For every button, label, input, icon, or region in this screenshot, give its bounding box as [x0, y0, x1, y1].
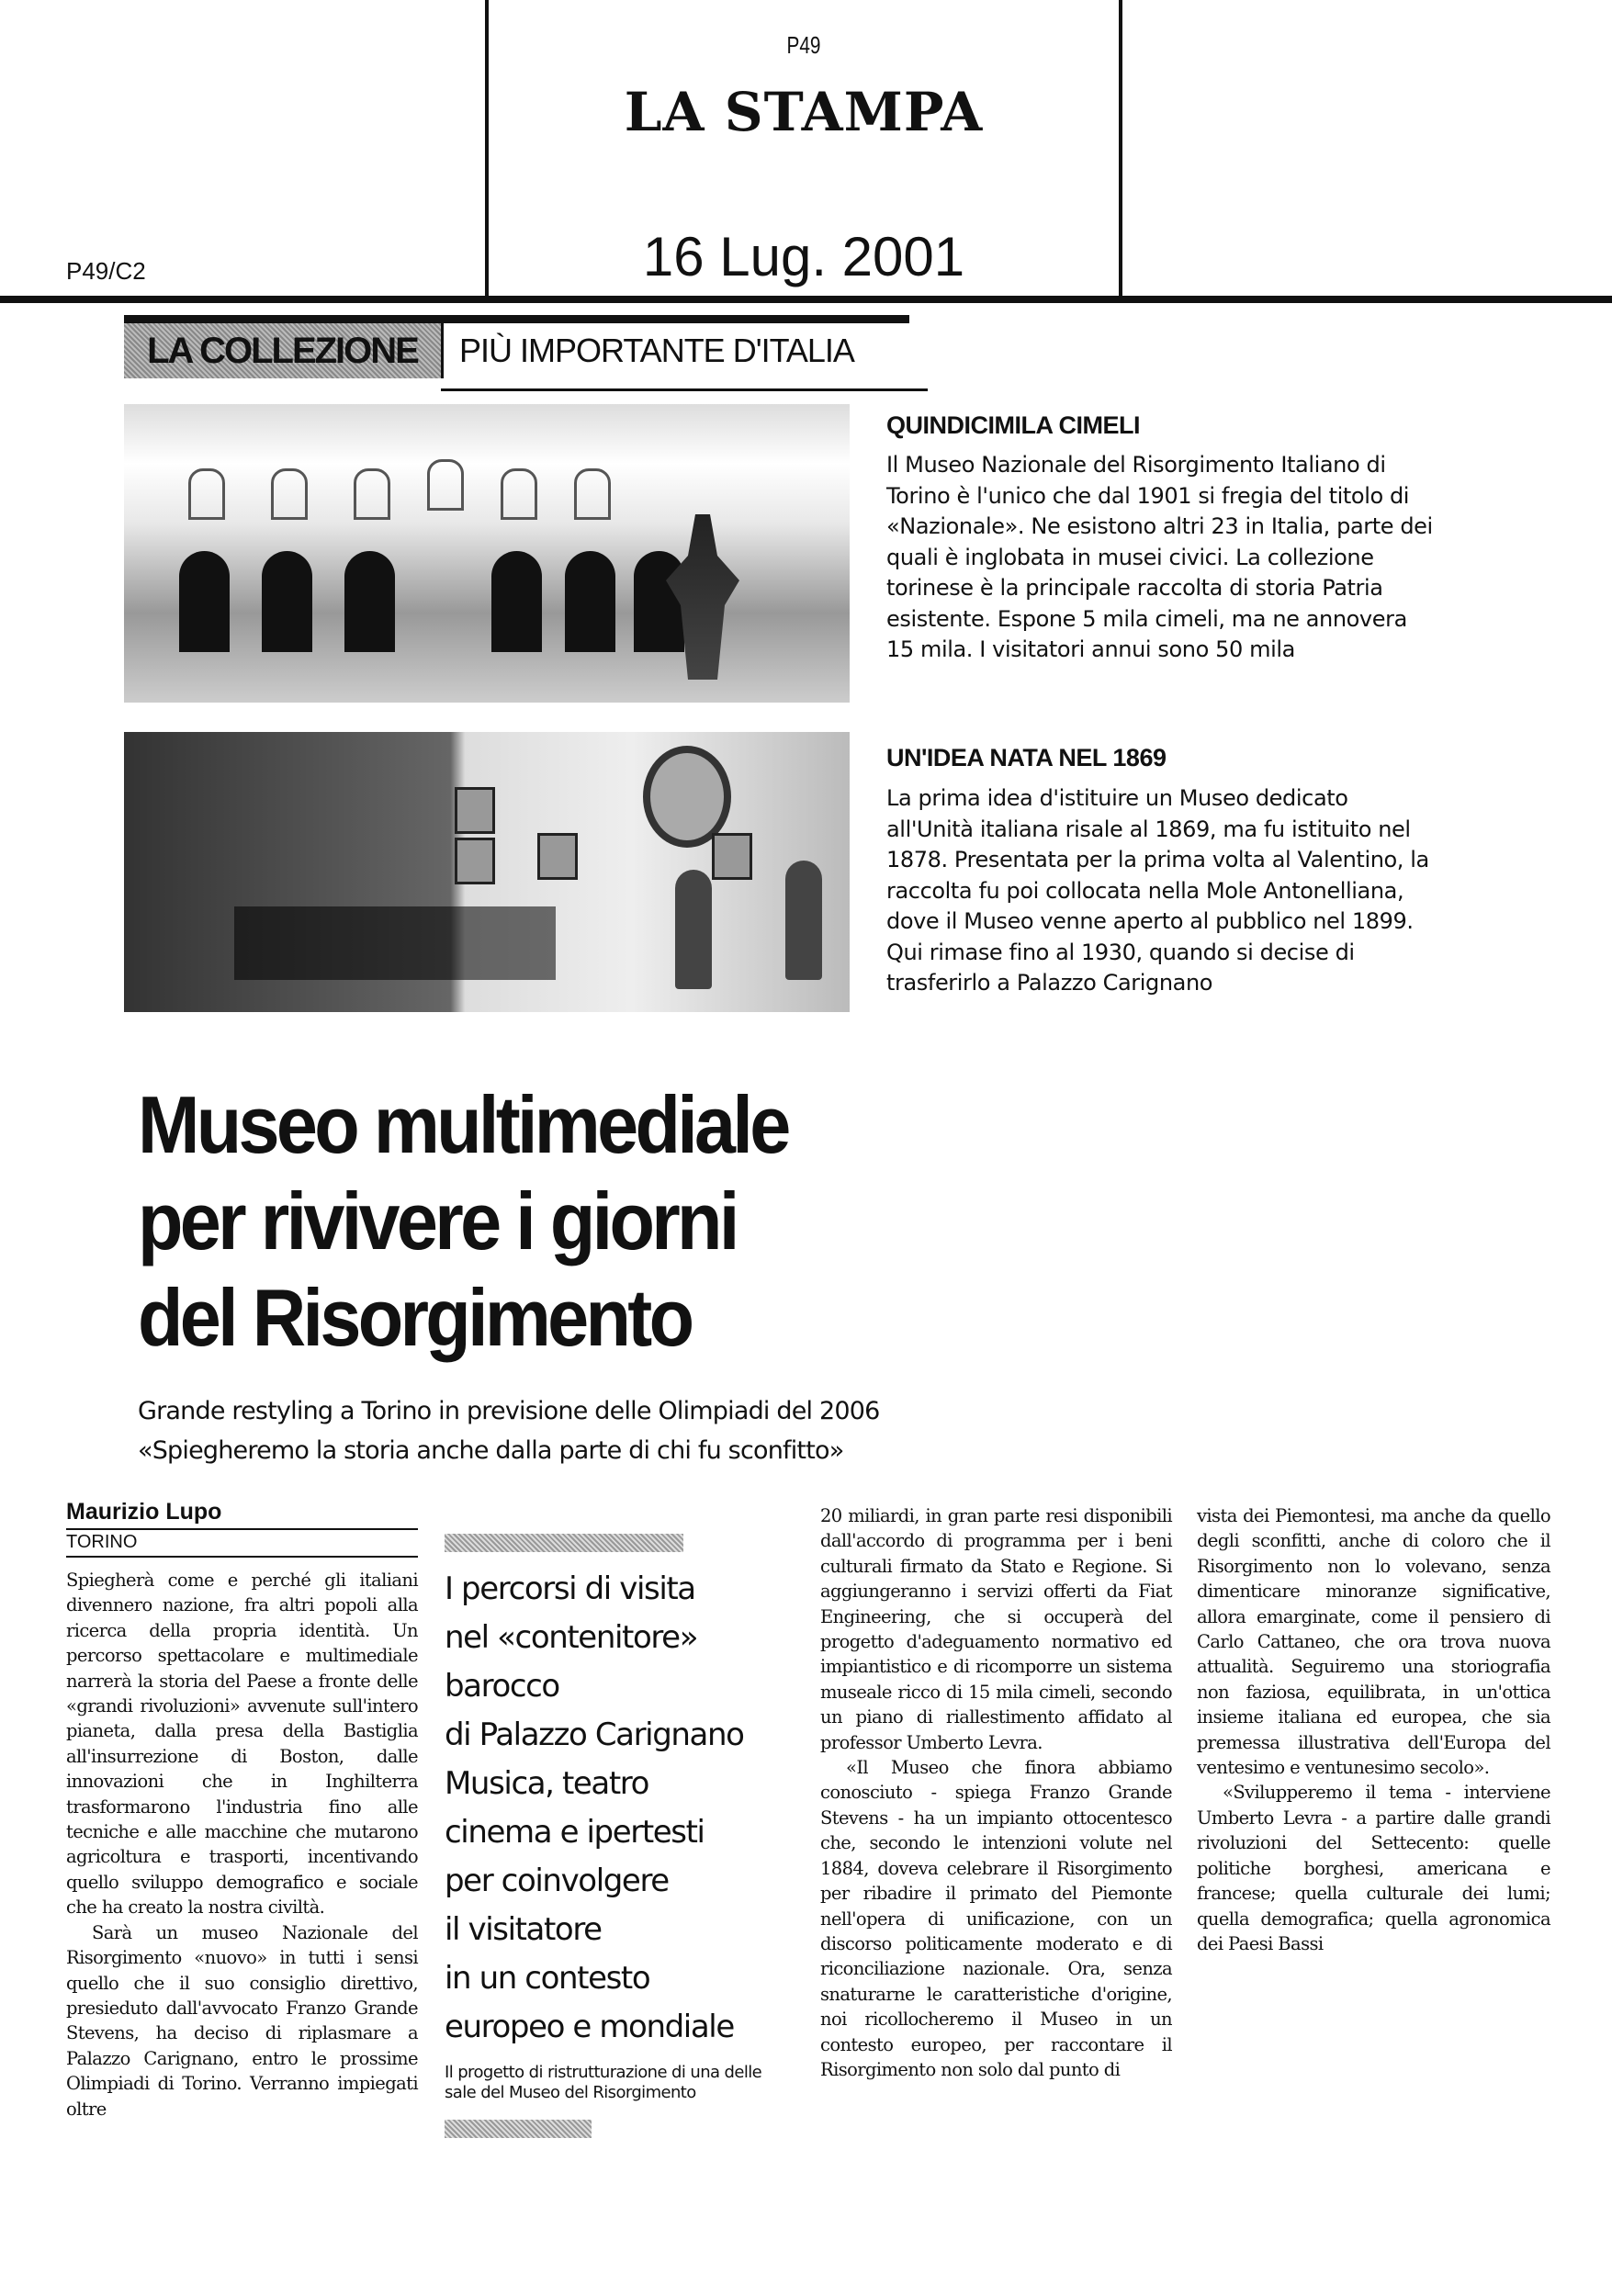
pull-quote-line: europeo e mondiale — [445, 2009, 734, 2045]
museum-hall-photo — [124, 732, 850, 1012]
subhead-line: Grande restyling a Torino in previsione delle Olimpiadi del 2006 — [138, 1397, 880, 1425]
palazzo-carignano-photo — [124, 404, 850, 703]
paragraph: «Svilupperemo il tema - interviene Umberto Levra - a partire dalle grandi rivoluzioni del Settecento: quelle politiche borghesi, americana e francese; quella culturale dei lumi; quella demografica; quella agronomica dei Paesi Bassi — [1197, 1782, 1550, 1954]
paragraph: 20 miliardi, in gran parte resi disponibili dall'accordo di programma per i beni culturali firmato da Stato e Regione. Si aggiungeranno i servizi offerti da Fiat Engineering, che si occuperà del progetto d'adeguamento normativo ed impiantistico e di ricomporre un sistema museale ricco di 15 mila cimeli, secondo un piano di riallestimento affidato al professor Umberto Levra. — [820, 1505, 1172, 1753]
article-column-4 — [1197, 1503, 1550, 1956]
pull-quote-line: in un contesto — [445, 1960, 650, 1997]
headline-line: Museo multimediale — [138, 1079, 788, 1170]
article-column-1 — [66, 1568, 418, 2122]
article-headline — [138, 1076, 898, 1366]
article-column-3 — [820, 1503, 1172, 2082]
pull-quote-line: cinema e ipertesti — [445, 1814, 705, 1851]
pull-quote-line: I percorsi di visita — [445, 1570, 695, 1607]
paragraph: Sarà un museo Nazionale del Risorgimento «nuovo» in tutti i sensi quello che il suo consiglio direttivo, presieduto dall'avvocato Franzo Grande Stevens, ha deciso di riplasmare a Palazzo Carignano, entro le prossime Olimpiadi di Torino. Verranno impiegati oltre — [66, 1921, 418, 2120]
headline-line: per rivivere i giorni — [138, 1176, 737, 1266]
page-code: P49 — [786, 31, 821, 59]
paragraph: Spiegherà come e perché gli italiani divennero nazione, fra altri popoli alla ricerca della propria identità. Un percorso spettacolare e multimediale narrerà la storia del Paese a fronte delle «grandi rivoluzioni» avvenute sull'intero pianeta, dalla presa della Bastiglia all'insurrezione di Boston, dalle innovazioni che in Inghilterra trasformarono l'industria fino alle tecniche e alle macchine che mutarono agricoltura e trasporti, incentivando quello sviluppo demografico e sociale che ha creato la nostra civiltà. — [66, 1570, 418, 1919]
dateline: TORINO — [66, 1530, 418, 1558]
pull-quote-line: nel «contenitore» — [445, 1619, 698, 1656]
banner-subtitle: PIÙ IMPORTANTE D'ITALIA — [459, 332, 854, 369]
section-code: P49/C2 — [66, 257, 146, 285]
banner-tag: LA COLLEZIONE — [124, 323, 444, 378]
sidebar-body-1: Il Museo Nazionale del Risorgimento Italiano di Torino è l'unico che dal 1901 si fregia del titolo di «Nazionale». Ne esistono altri 23 in Italia, parte dei quali è inglobata in musei civici. La collezione torinese è la principale raccolta di storia Patria esistente. Espone 5 mila cimeli, ma ne annovera 15 mila. I visitatori annui sono 50 mila — [886, 452, 1433, 662]
masthead: LA STAMPA — [624, 81, 984, 143]
paragraph: «Il Museo che finora abbiamo conosciuto - spiega Franzo Grande Stevens - ha un impianto ottocentesco che, secondo le intenzioni volute nel 1884, doveva celebrare il Risorgimento per ribadire il primato del Piemonte nell'opera di unificazione, con un discorso politicamente moderato e di riconciliazione nazionale. Ora, senza snaturarne le caratteristiche d'origine, noi ricollocheremo il Museo in un contesto europeo, per raccontare il Risorgimento non solo dal punto di — [820, 1757, 1172, 2080]
pull-quote — [445, 1534, 794, 2138]
banner-underline — [441, 388, 928, 391]
pull-quote-line: Musica, teatro — [445, 1765, 649, 1802]
issue-date: 16 Lug. 2001 — [642, 226, 965, 287]
byline — [66, 1499, 418, 1558]
pull-quote-line: di Palazzo Carignano — [445, 1716, 744, 1753]
subhead-line: «Spiegheremo la storia anche dalla parte di chi fu sconfitto» — [138, 1436, 844, 1465]
sidebar-body-2: La prima idea d'istituire un Museo dedicato all'Unità italiana risale al 1869, ma fu istituito nel 1878. Presentata per la prima volta al Valentino, la raccolta fu poi collocata nella Mole Antonelliana, dove il Museo venne aperto al pubblico nel 1899. Qui rimase fino al 1930, quando si decise di trasferirlo a Palazzo Carignano — [886, 785, 1429, 996]
article-subhead — [138, 1391, 964, 1470]
pull-quote-line: il visitatore — [445, 1911, 602, 1948]
section-banner — [124, 315, 909, 384]
pull-quote-rule — [445, 2120, 592, 2138]
pull-quote-rule — [445, 1534, 683, 1552]
sidebar-heading-2: UN'IDEA NATA NEL 1869 — [886, 744, 1167, 771]
pull-quote-line: barocco — [445, 1668, 559, 1705]
pull-quote-line: per coinvolgere — [445, 1863, 669, 1899]
headline-line: del Risorgimento — [138, 1272, 692, 1363]
paragraph: vista dei Piemontesi, ma anche da quello degli sconfitti, anche di coloro che il Risorgimento non lo volevano, senza dimenticare minoranze significative, allora emarginate, come il pensiero di Carlo Cattaneo, che ora trova nuova attualità. Seguiremo una storiografia non faziosa, equilibrata, in un'ottica insieme italiana ed europea, che sia premessa illustrativa dell'Europa del ventesimo e ventunesimo secolo». — [1197, 1505, 1550, 1779]
photo-caption: Il progetto di ristrutturazione di una delle sale del Museo del Risorgimento — [445, 2063, 762, 2102]
author-name: Maurizio Lupo — [66, 1499, 418, 1530]
header-rule — [0, 296, 1612, 303]
sidebar-heading-1: QUINDICIMILA CIMELI — [886, 411, 1140, 439]
